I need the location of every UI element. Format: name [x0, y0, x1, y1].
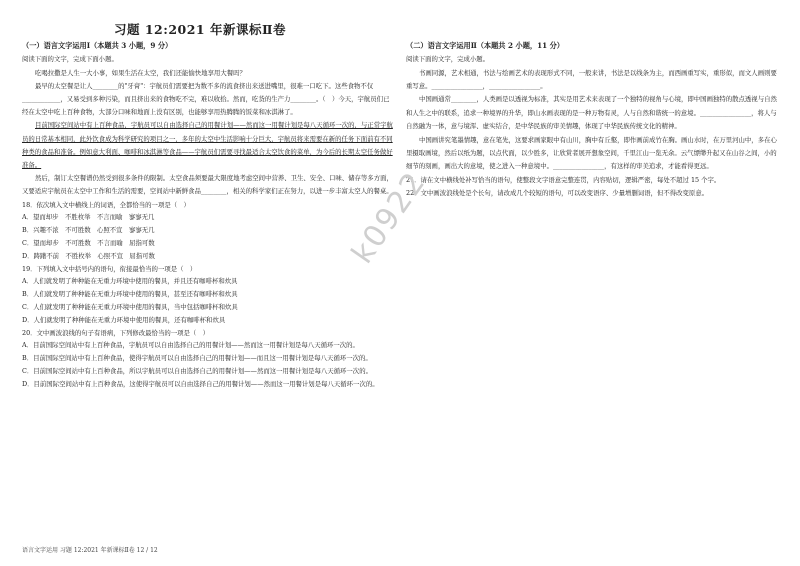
- left-column: [22, 40, 394, 392]
- option-a: A．望而却步 不胜枚举 不言而喻 寥寥无几: [22, 213, 155, 222]
- option-c: C．目前国际空间站中有上百种食品，所以宇航员可以自由选择自己的用餐计划——然而这一用餐计划是每八天循环一次的。: [22, 366, 372, 375]
- question-21: 21．请在文中横线处补写恰当的语句，使整段文字语意完整连贯，内容贴切，逻辑严密，每处不超过 15 个字。: [406, 175, 721, 184]
- option-b: B．目前国际空间站中有上百种食品，使得宇航员可以自由选择自己的用餐计划——而且这一用餐计划是每八天循环一次的。: [22, 354, 372, 363]
- instruction-2: 阅读下面的文字，完成小题。: [406, 54, 490, 63]
- passage-1-para: 吃喝拉撒是人生一大小事，如果生活在太空，我们还能愉快地享用大餐吗？: [35, 68, 246, 77]
- option-a: A．目前国际空间站中有上百种食品，宇航员可以自由选择自己的用餐计划——然而这一用餐计划是每八天循环一次的。: [22, 341, 359, 350]
- option-d: D．踌躇不前 不胜枚举 心照不宣 屈指可数: [22, 251, 155, 260]
- right-column: [406, 40, 778, 200]
- question-20: [22, 328, 394, 391]
- passage-1-para: 然后，制订太空餐谱仍然受到很多条件的限制。太空食品须要最大限度地考虑空间中营养、卫生、安全、口味、储存等多方面，又要适应宇航员在太空中工作和生活的需要，空间站中新鲜食品________，相关的科学家们正在努力，以进一步丰富太空人的餐桌。: [22, 174, 393, 196]
- page-title: 习题 12:2021 年新课标Ⅱ卷: [113, 22, 287, 37]
- question-18: [22, 200, 394, 263]
- section-heading-1: （一）语言文字运用Ⅰ（本题共 3 小题，9 分）: [22, 41, 173, 50]
- passage-2: [406, 67, 778, 174]
- section-heading-2: （二）语言文字运用Ⅱ（本题共 2 小题，11 分）: [406, 41, 564, 50]
- passage-1-para-wavy: 目前国际空间站中有上百种食品，宇航员可以自由选择自己的用餐计划——然而这一用餐计划是每八天循环一次的，与正常宇航员的日常基本相同，此外饮食成为科学研究的项目之一，多年的太空中生活影响十分巨大，宇航员将来需要在新的任务下面前有不同种类的食品和准备。例如意大利面、咖啡和冰淇淋等食品——宇航员们需要寻找最适合太空饮食的菜单，为今后的长期太空任务做好准备。: [22, 121, 393, 170]
- question-stem: 20．文中画波浪线的句子有语病，下列修改最恰当的一项是（ ）: [22, 328, 210, 337]
- option-b: B．兴趣不浓 不可胜数 心照不宣 寥寥无几: [22, 226, 155, 235]
- question-22: 22．文中画波浪线处是个长句，请改成几个较短的语句，可以改变语序、少量增删词语，但不得改变原意。: [406, 188, 709, 197]
- question-stem: 19．下列填入文中括号内的语句，衔接最恰当的一项是（ ）: [22, 264, 197, 273]
- option-c: C．人们就发明了种种能在无重力环境中使用的餐具，当中包括咖啡杯和炊具: [22, 303, 238, 311]
- passage-2-para: 书画同源，艺术相通，书法与绘画艺术的表现形式不同，一般来讲，书法是以线条为主，而西画重写实，重形似，而文人画则要重写意。________________，________________。: [406, 68, 777, 90]
- page-footer: 语言文字运用 习题 12:2021 年新课标Ⅱ卷 12 / 12: [22, 547, 158, 554]
- instruction-1: 阅读下面的文字，完成下面小题。: [22, 54, 118, 63]
- passage-2-para: 中国画讲究笔墨情趣，意在笔先，这要求画家眼中有山川，胸中有丘壑，即作画前成竹在胸。画山水时，在万里河山中，多在心里摄取画境，然后以纸为题，以点代面，以少胜多，让欣赏者展开想象空间，千里江山一览无余。云气缥缈升起又在山谷之间，小的细节的刻画，画出大的意境，使之进入一种意境中。________________，有这样的审美追求，才能看得更远。: [406, 135, 777, 171]
- question-stem: 18．依次填入文中横线上的词语，全都恰当的一项是（ ）: [22, 200, 190, 209]
- question-19: [22, 264, 394, 327]
- passage-1-para: 最早的太空餐是让人________的"牙膏"：宇航员们需要把为数不多的流食挤出来送进嘴里，很难一口吃下。这些食物不仅____________，又易受到多种污染，而且挤出来的食物吃不完，难以收拾。然而，吃货的生产力________。（ ）今天，宇航员们已经在太空中吃上百种食物，大部分口味和地面上没有区别，也能够享用热腾腾的饭菜和冰淇淋了。: [22, 81, 390, 117]
- option-d: D．目前国际空间站中有上百种食品，这使得宇航员可以自由选择自己的用餐计划——然而这一用餐计划是每八天循环一次的。: [22, 379, 379, 388]
- option-a: A．人们就发明了种种能在无重力环境中使用的餐具，并且还有咖啡杯和炊具: [22, 277, 238, 286]
- watermark: k0922: [345, 165, 434, 271]
- option-c: C．望而却步 不可胜数 不言而喻 屈指可数: [22, 239, 155, 248]
- option-b: B．人们就发明了种种能在无重力环境中使用的餐具，甚至还有咖啡杯和炊具: [22, 290, 238, 299]
- option-d: D．人们就发明了种种能在无重力环境中使用的餐具，还有咖啡杯和炊具: [22, 315, 226, 324]
- passage-2-para: 中国画通常________，人类画是以透视为标准，其实是用艺术来表现了一个独特的视角与心境，即中国画独特的散点透视与自然和人生之中的联系，追求一种境界的升华，即山水画表现的是一种万物有灵，人与自然和谐统一的意境。________________，将人与自然融为一体，意与境浑、虚实结合，是中华民族的审美情趣，体现了中华民族传统文化的精神。: [406, 95, 777, 131]
- passage-1: [22, 67, 394, 199]
